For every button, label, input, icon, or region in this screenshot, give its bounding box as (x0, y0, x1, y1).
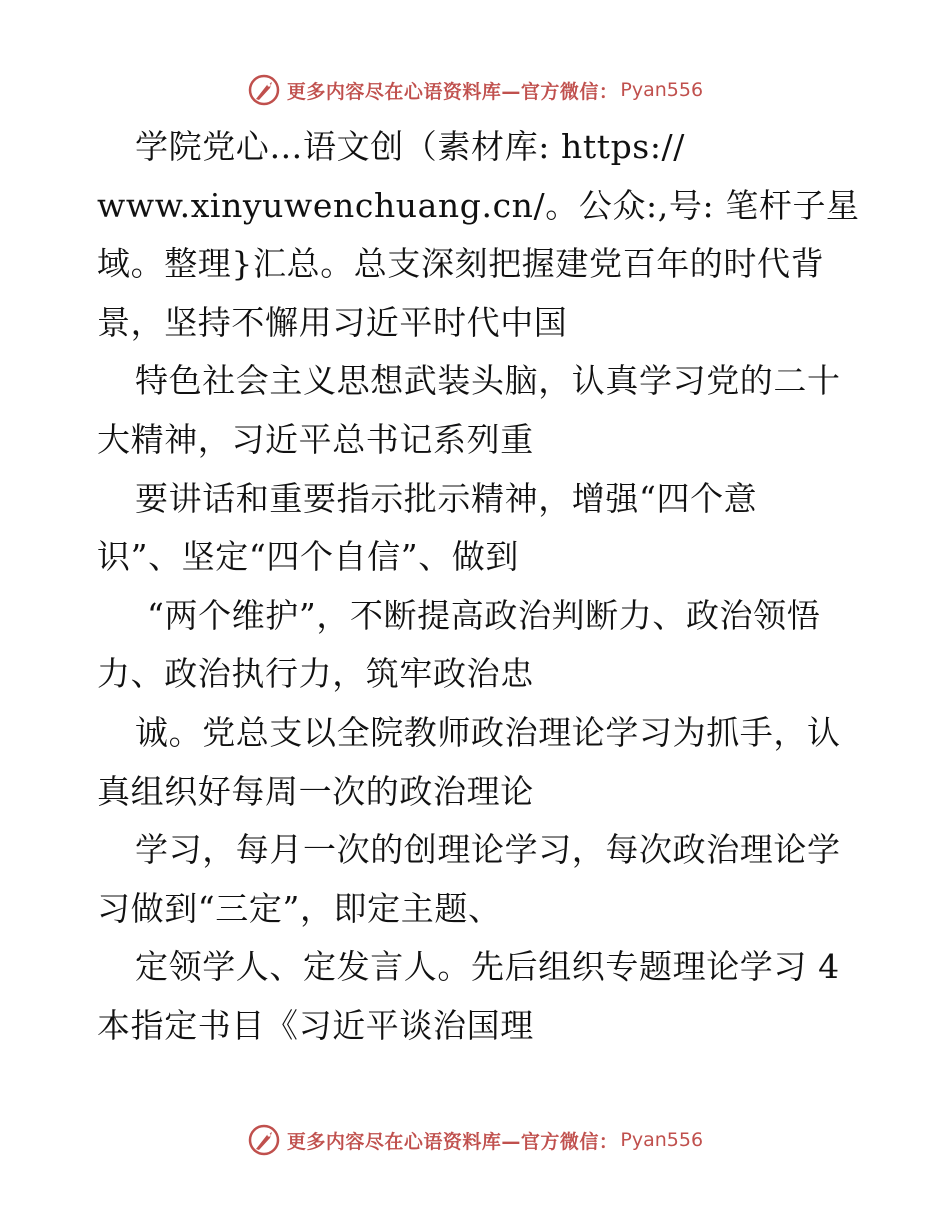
body-line: 力、政治执行力，筑牢政治忠 (97, 654, 534, 694)
footer-watermark (0, 1120, 950, 1160)
body-line: 本指定书目《习近平谈治国理 (97, 1005, 534, 1045)
body-line: 真组织好每周一次的政治理论 (97, 771, 534, 811)
header-contact-text: Pyan556 (620, 79, 704, 101)
body-line: 定领学人、定发言人。先后组织专题理论学习 4 (135, 947, 840, 987)
body-line: 要讲话和重要指示批示精神，增强“四个意 (135, 478, 758, 518)
body-line: 特色社会主义思想武装头脑，认真学习党的二十 (135, 361, 841, 401)
body-line: 识”、坚定“四个自信”、做到 (97, 537, 520, 577)
footer-contact-text: Pyan556 (620, 1129, 704, 1151)
body-line: 大精神，习近平总书记系列重 (97, 419, 534, 459)
header-brand-text: 更多内容尽在心语资料库—官方微信： (286, 80, 619, 103)
body-line: 学院党心…语文创（素材库: https:// (135, 127, 685, 166)
pen-nib-circle-icon (247, 1123, 281, 1157)
body-line: 域。整理}汇总。总支深刻把握建党百年的时代背 (97, 244, 825, 284)
document-body (97, 118, 860, 1056)
footer-brand-text: 更多内容尽在心语资料库—官方微信： (286, 1130, 619, 1153)
body-line: 学习，每月一次的创理论学习，每次政治理论学 (135, 830, 841, 870)
pen-nib-circle-icon (247, 73, 281, 107)
body-line: 习做到“三定”，即定主题、 (97, 888, 502, 928)
body-line: 诚。党总支以全院教师政治理论学习为抓手，认 (135, 712, 841, 752)
body-line: “两个维护”，不断提高政治判断力、政治领悟 (147, 595, 821, 635)
body-line: www.xinyuwenchuang.cn/。公众:,号: 笔杆子星 (97, 185, 860, 225)
header-watermark (0, 70, 950, 110)
body-line: 景，坚持不懈用习近平时代中国 (97, 302, 568, 342)
